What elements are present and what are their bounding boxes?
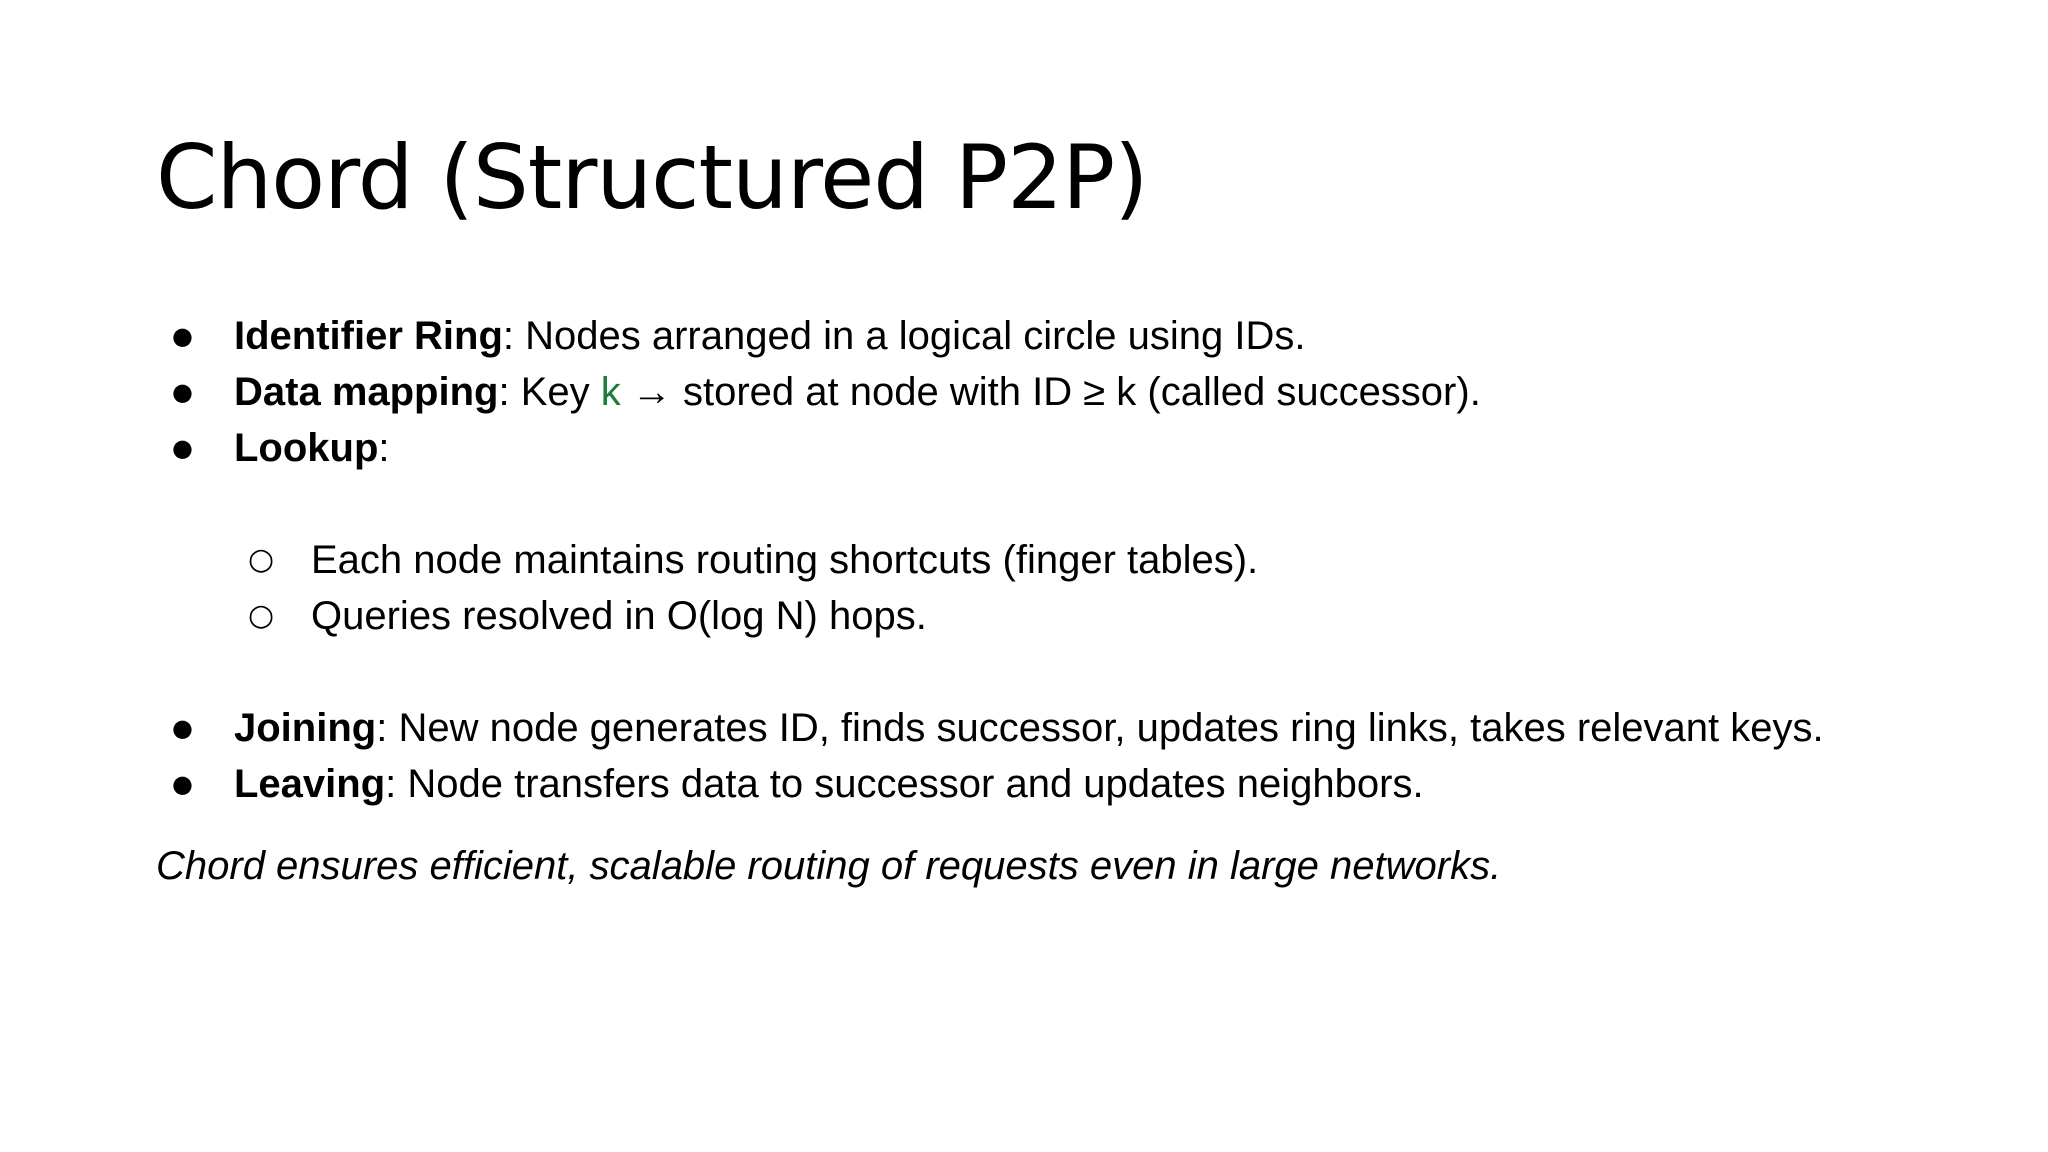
bullet-term: Identifier Ring <box>234 314 503 358</box>
bullet-text: : New node generates ID, finds successor, updates ring links, takes relevant keys. <box>376 706 1824 750</box>
bullet-text: : Nodes arranged in a logical circle using IDs. <box>502 314 1306 358</box>
bullet-data-mapping <box>156 364 1976 420</box>
bullet-dot-icon: ● <box>172 378 193 406</box>
bullet-joining <box>156 700 1976 756</box>
bullet-text: : Key <box>498 370 601 414</box>
bullet-text: → stored at node with ID ≥ k (called successor). <box>620 370 1481 414</box>
bullet-term: Joining <box>234 706 377 750</box>
spacer <box>156 812 1976 838</box>
sub-bullet-text: Each node maintains routing shortcuts (finger tables). <box>311 538 1259 582</box>
bullet-text: : Node transfers data to successor and updates neighbors. <box>385 762 1424 806</box>
bullet-dot-icon: ● <box>172 322 193 350</box>
bullet-lookup <box>156 420 1976 476</box>
bullet-term: Leaving <box>234 762 386 806</box>
bullet-term: Lookup <box>234 426 379 470</box>
bullet-dot-icon: ● <box>172 714 193 742</box>
bullet-term: Data mapping <box>234 370 499 414</box>
sub-bullet-finger-tables <box>156 532 1976 588</box>
bullet-dot-icon: ● <box>172 770 193 798</box>
sub-bullet-text: Queries resolved in O(log N) hops. <box>311 594 927 638</box>
slide-title: Chord (Structured P2P) <box>156 126 1148 229</box>
slide-content <box>156 308 1976 894</box>
bullet-dot-icon: ● <box>172 434 193 462</box>
sub-bullet-log-hops <box>156 588 1976 644</box>
bullet-circle-icon: ○ <box>248 598 275 633</box>
spacer <box>156 476 1976 532</box>
summary-note: Chord ensures efficient, scalable routing of requests even in large networks. <box>156 844 1502 888</box>
key-variable: k <box>600 370 621 414</box>
spacer <box>156 644 1976 700</box>
bullet-leaving <box>156 756 1976 812</box>
bullet-identifier-ring <box>156 308 1976 364</box>
bullet-text: : <box>378 426 390 470</box>
bullet-circle-icon: ○ <box>248 542 275 577</box>
